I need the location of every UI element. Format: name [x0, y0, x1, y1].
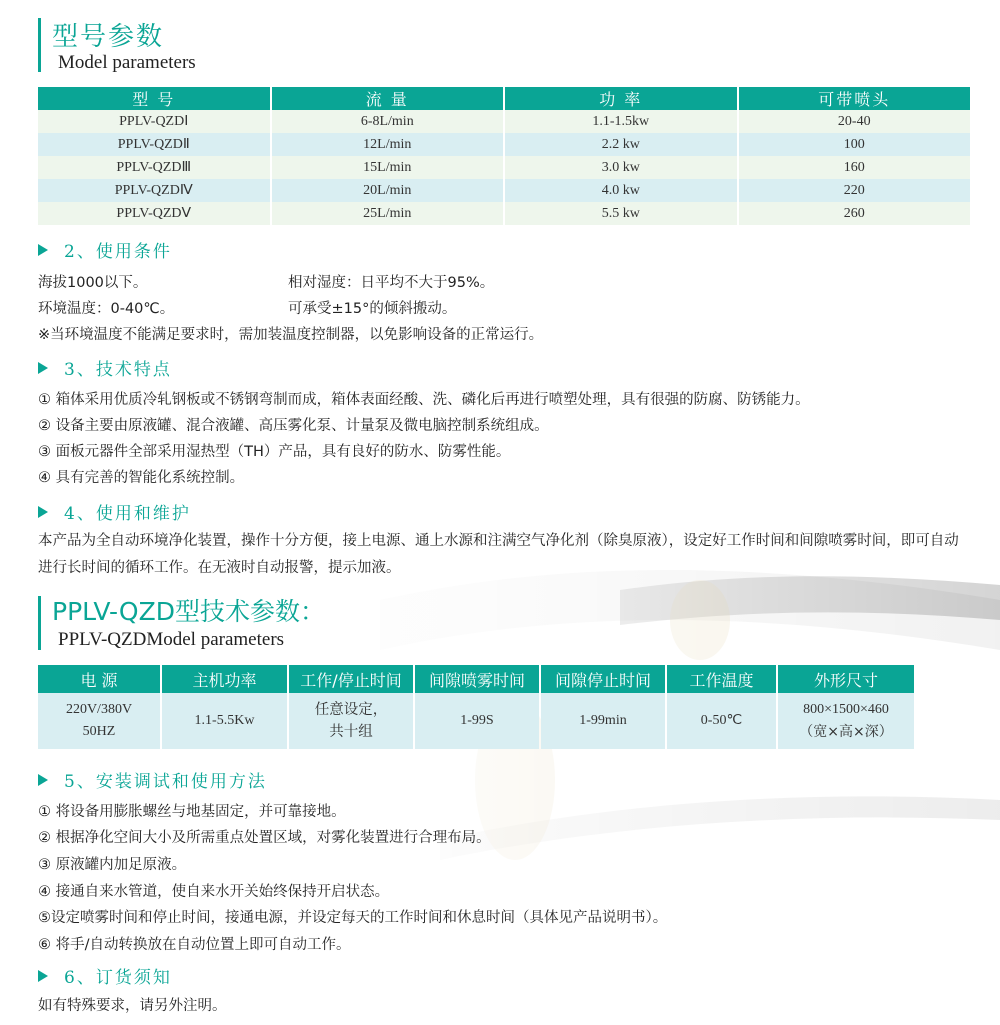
- tech-table: [36, 665, 916, 749]
- cell-power-supply: [38, 693, 160, 749]
- cell-nozzles: 100: [739, 133, 971, 156]
- section-heading-features: [38, 355, 172, 380]
- model-params-title: [38, 18, 438, 74]
- heading-text: 5、安装调试和使用方法: [64, 772, 267, 792]
- cell-flow: 15L/min: [272, 156, 504, 179]
- cell-work-temp: 0-50℃: [667, 693, 776, 749]
- header-nozzles: 可带喷头: [739, 87, 971, 110]
- cell-work-stop: [289, 693, 413, 749]
- heading-text: 3、技术特点: [64, 360, 172, 380]
- list-item: ④ 接通自来水管道，使自来水开关始终保持开启状态。: [38, 884, 390, 900]
- title-accent-bar: [38, 18, 41, 72]
- header-flow: 流 量: [272, 87, 504, 110]
- cell-model: PPLV-QZDⅢ: [38, 156, 270, 179]
- cell-model: PPLV-QZDⅣ: [38, 179, 270, 202]
- title-en: Model parameters: [58, 52, 196, 73]
- cell-dimensions: [778, 693, 914, 749]
- triangle-bullet-icon: [38, 970, 48, 982]
- section-heading-maintenance: [38, 499, 191, 524]
- cell-power: 3.0 kw: [505, 156, 736, 179]
- title-en: PPLV-QZDModel parameters: [58, 629, 285, 650]
- cell-stop-interval: 1-99min: [541, 693, 665, 749]
- heading-text: 2、使用条件: [64, 242, 172, 262]
- cell-model: PPLV-QZDⅠ: [38, 110, 270, 133]
- header-main-power: 主机功率: [162, 665, 287, 693]
- title-accent-bar: [38, 596, 41, 650]
- header-power-supply: 电 源: [38, 665, 160, 693]
- section-heading-installation: [38, 767, 267, 792]
- heading-text: 4、使用和维护: [64, 504, 191, 524]
- list-item: ③ 原液罐内加足原液。: [38, 857, 187, 873]
- note-text: ※当环境温度不能满足要求时，需加装温度控制器，以免影响设备的正常运行。: [38, 327, 544, 343]
- header-dimensions: 外形尺寸: [778, 665, 914, 693]
- section-heading-ordering: [38, 963, 172, 988]
- cell-flow: 12L/min: [272, 133, 504, 156]
- triangle-bullet-icon: [38, 244, 48, 256]
- cell-flow: 20L/min: [272, 179, 504, 202]
- ordering-text: 如有特殊要求，请另外注明。: [38, 998, 227, 1014]
- table-row: [38, 179, 970, 202]
- list-item: ② 根据净化空间大小及所需重点处置区域，对雾化装置进行合理布局。: [38, 830, 491, 846]
- humidity-text: 相对湿度：日平均不大于95%。: [288, 275, 495, 291]
- model-table: [36, 87, 972, 225]
- cell-model: PPLV-QZDⅤ: [38, 202, 270, 225]
- header-work-stop: 工作/停止时间: [289, 665, 413, 693]
- maintenance-paragraph: 本产品为全自动环境净化装置，操作十分方便，接上电源、通上水源和注满空气净化剂（除臭原液），设定好工作时间和间隙喷雾时间，即可自动进行长时间的循环工作。在无液时自动报警，提示加液。: [38, 533, 959, 576]
- cell-line: （宽×高×深）: [799, 724, 893, 740]
- title-zh: PPLV-QZD型技术参数：: [52, 597, 325, 626]
- table-row: [38, 202, 970, 225]
- list-item: ⑥ 将手/自动转换放在自动位置上即可自动工作。: [38, 937, 351, 953]
- cell-flow: 25L/min: [272, 202, 504, 225]
- cell-power: 4.0 kw: [505, 179, 736, 202]
- list-item: ① 将设备用膨胀螺丝与地基固定，并可靠接地。: [38, 804, 346, 820]
- table-row: [38, 133, 970, 156]
- list-item: ④ 具有完善的智能化系统控制。: [38, 470, 245, 486]
- cell-flow: 6-8L/min: [272, 110, 504, 133]
- list-item: ③ 面板元器件全部采用湿热型（TH）产品，具有良好的防水、防雾性能。: [38, 444, 511, 460]
- cell-model: PPLV-QZDⅡ: [38, 133, 270, 156]
- cell-nozzles: 260: [739, 202, 971, 225]
- cell-nozzles: 20-40: [739, 110, 971, 133]
- cell-line: 共十组: [329, 724, 373, 740]
- temperature-text: 环境温度：0-40℃。: [38, 301, 175, 317]
- cell-line: 800×1500×460: [803, 702, 889, 717]
- header-work-temp: 工作温度: [667, 665, 776, 693]
- cell-spray-interval: 1-99S: [415, 693, 539, 749]
- cell-power: 5.5 kw: [505, 202, 736, 225]
- header-stop-interval: 间隙停止时间: [541, 665, 665, 693]
- table-row: [38, 110, 970, 133]
- section-heading-conditions: [38, 237, 172, 262]
- cell-nozzles: 160: [739, 156, 971, 179]
- cell-line: 50HZ: [82, 724, 116, 739]
- title-zh: 型号参数: [52, 22, 165, 52]
- triangle-bullet-icon: [38, 506, 48, 518]
- triangle-bullet-icon: [38, 362, 48, 374]
- list-item: ② 设备主要由原液罐、混合液罐、高压雾化泵、计量泵及微电脑控制系统组成。: [38, 418, 549, 434]
- cell-power: 2.2 kw: [505, 133, 736, 156]
- altitude-text: 海拔1000以下。: [38, 275, 148, 291]
- tech-params-title: [38, 592, 538, 652]
- cell-main-power: 1.1-5.5Kw: [162, 693, 287, 749]
- table-row: [38, 693, 914, 749]
- header-model: 型 号: [38, 87, 270, 110]
- table-row: [38, 156, 970, 179]
- list-item: ① 箱体采用优质冷轧钢板或不锈钢弯制而成，箱体表面经酸、洗、磷化后再进行喷塑处理，具有很强的防腐、防锈能力。: [38, 392, 810, 408]
- list-item: ⑤设定喷雾时间和停止时间，接通电源，并设定每天的工作时间和休息时间（具体见产品说明书）。: [38, 910, 668, 926]
- triangle-bullet-icon: [38, 774, 48, 786]
- cell-line: 220V/380V: [65, 702, 133, 717]
- heading-text: 6、订货须知: [64, 968, 172, 988]
- header-spray-interval: 间隙喷雾时间: [415, 665, 539, 693]
- header-power: 功 率: [505, 87, 736, 110]
- cell-line: 任意设定，: [314, 702, 388, 718]
- cell-nozzles: 220: [739, 179, 971, 202]
- cell-power: 1.1-1.5kw: [505, 110, 736, 133]
- tilt-text: 可承受±15°的倾斜搬动。: [288, 301, 457, 317]
